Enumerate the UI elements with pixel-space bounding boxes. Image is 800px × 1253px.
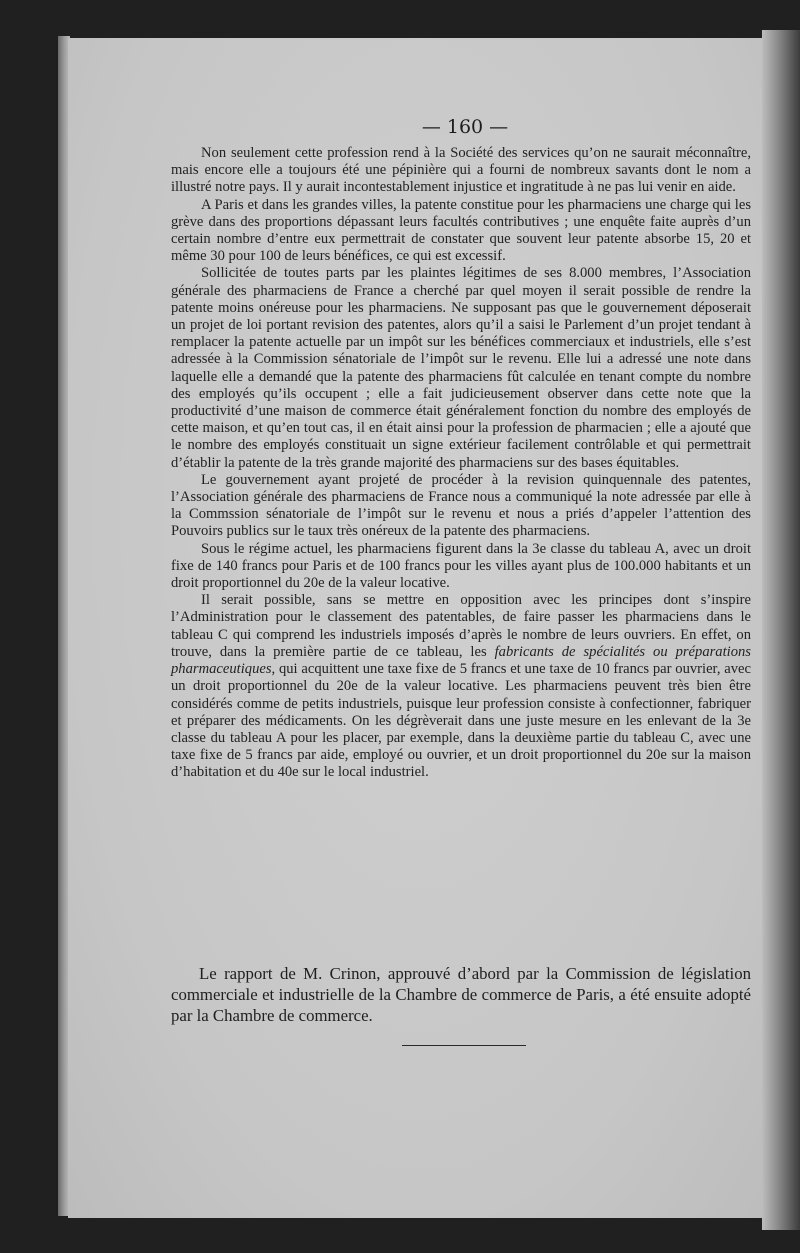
closing-rule [402, 1045, 526, 1046]
paragraph-1: Non seulement cette profession rend à la Société des services qu’on ne saurait méconnaître, mais encore elle a toujours été une pépinière qui a fourni de nombreux savants dont le nom a illustré notre pays. Il y aurait incontestablement injustice et ingratitude à ne pas lui venir en aide. [171, 145, 751, 196]
paragraph-6-before: Il serait possible, sans se mettre en opposition avec les principes dont s’inspire l’Administration pour le classement des patentables, de faire passer les pharmaciens dans le tableau C qui comprend les industriels imposés d’après le nombre de leurs ouvriers. En effet, on trouve, dans la première partie de ce tableau, les [171, 592, 751, 660]
paragraph-6 [171, 592, 751, 781]
body-text [171, 145, 751, 782]
binding-shadow [762, 30, 800, 1230]
paragraph-3: Sollicitée de toutes parts par les plaintes légitimes de ses 8.000 membres, l’Association générale des pharmaciens de France a cherché par quel moyen il serait possible de rendre la patente moins onéreuse pour les pharmaciens. Ne supposant pas que le gouvernement déposerait un projet de loi portant revision des patentes, alors qu’il a saisi le Parlement d’un projet tendant à remplacer la patente actuelle par un impôt sur les bénéfices commerciaux et industriels, elle s’est adressée à la Commission sénatoriale de l’impôt sur le revenu. Elle lui a adressé une note dans laquelle elle a demandé que la patente des pharmaciens fût calculée en tenant compte du nombre des employés qu’ils occupent ; elle a fait judicieusement observer dans cette note que la productivité d’une maison de commerce était généralement fonction du nombre des employés de cette maison, et qu’en tout cas, il en était ainsi pour la profession de pharmacien ; elle a ajouté que le nombre des employés constituait un signe extérieur facilement contrôlable et qui permettrait d’établir la patente de la très grande majorité des pharmaciens sur des bases équitables. [171, 265, 751, 471]
paragraph-4: Le gouvernement ayant projeté de procéder à la revision quinquennale des patentes, l’Association générale des pharmaciens de France nous a communiqué la note adressée par elle à la Commssion sénatoriale de l’impôt sur le revenu et nous a priés d’appeler l’attention des Pouvoirs publics sur le taux très onéreux de la patente des pharmaciens. [171, 471, 751, 540]
paragraph-6-italic: fabricants de spécialités ou préparations pharmaceutiques [171, 643, 751, 678]
paragraph-2: A Paris et dans les grandes villes, la patente constitue pour les pharmaciens une charge qui les grève dans des proportions dépassant leurs facultés contributives ; une enquête faite auprès d’un certain nombre d’entre eux permettrait de constater que souvent leur patente absorbe 15, 20 et même 30 pour 100 de leurs bénéfices, ce qui est excessif. [171, 196, 751, 265]
paragraph-6-after: , qui acquittent une taxe fixe de 5 francs et une taxe de 10 francs par ouvrier, avec un droit proportionnel du 20e de la valeur locative. Les pharmaciens peuvent très bien être considérés comme de petits industriels, puisque leur profession consiste à confectionner, fabriquer et préparer des médicaments. On les dégrèverait dans une juste mesure en les enlevant de la 3e classe du tableau A pour les placer, par exemple, dans la deuxième partie du tableau C, avec une taxe fixe de 5 francs par aide, employé ou ouvrier, et un droit proportionnel du 20e sur la maison d’habitation et du 40e sur le local industriel. [171, 661, 751, 781]
paragraph-5: Sous le régime actuel, les pharmaciens figurent dans la 3e classe du tableau A, avec un droit fixe de 140 francs pour Paris et de 100 francs pour les villes ayant plus de 100.000 habitants et un droit proportionnel du 20e de la valeur locative. [171, 540, 751, 592]
page-number: — 160 — [421, 116, 509, 138]
conclusion-paragraph: Le rapport de M. Crinon, approuvé d’abord par la Commission de législation commerciale et industrielle de la Chambre de commerce de Paris, a été ensuite adopté par la Chambre de commerce. [171, 964, 751, 1025]
